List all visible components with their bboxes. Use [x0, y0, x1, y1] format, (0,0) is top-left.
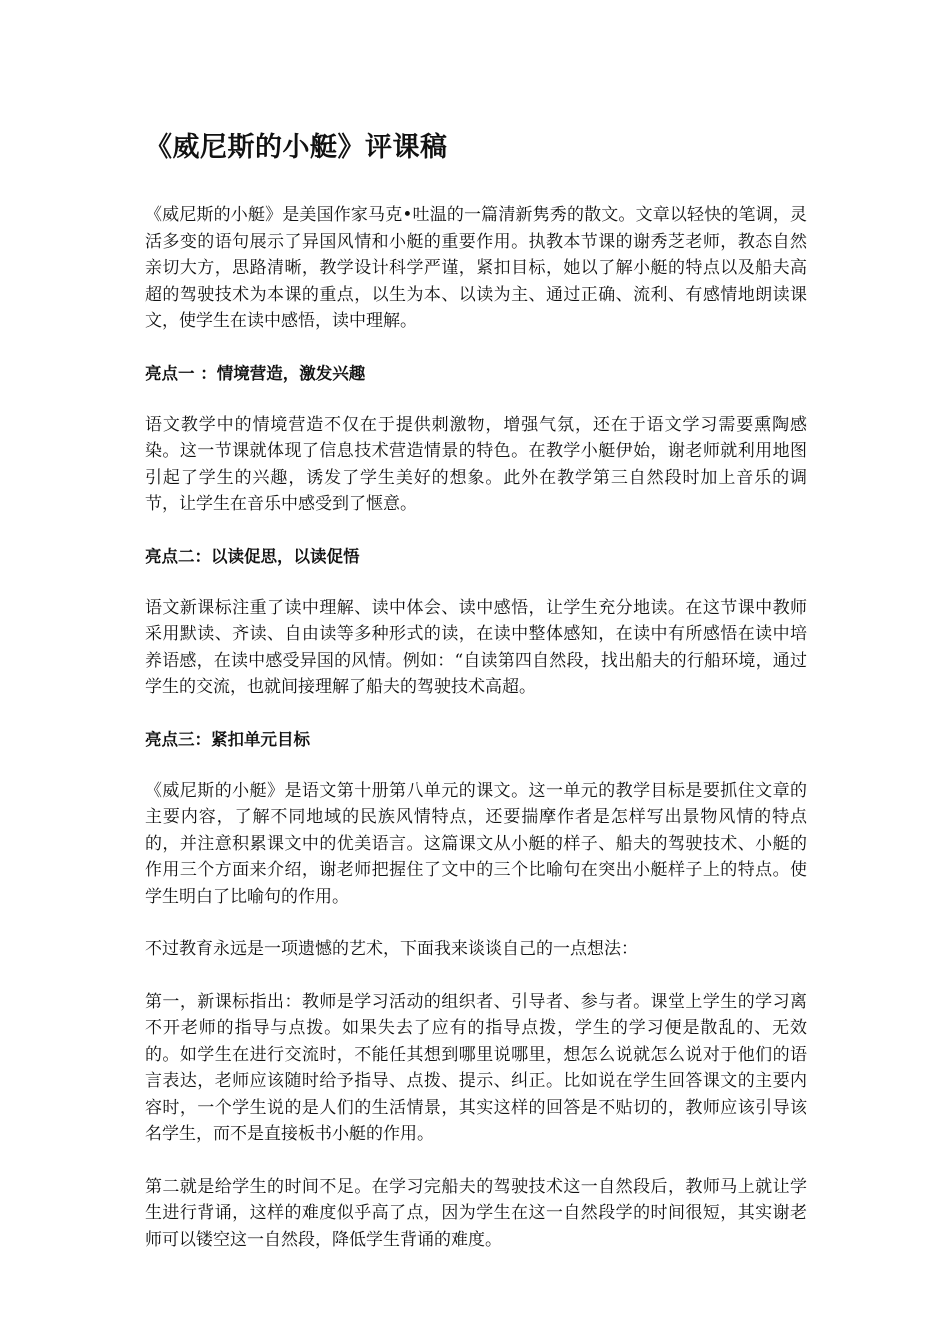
- section-heading-3: 亮点三：紧扣单元目标: [145, 729, 310, 749]
- section-body-3: 《威尼斯的小艇》是语文第十册第八单元的课文。这一单元的教学目标是要抓住文章的主要内容，了解不同地域的民族风情特点，还要揣摩作者是怎样写出景物风情的特点的，并注意积累课文中的优美语言。这篇课文从小艇的样子、船夫的驾驶技术、小艇的作用三个方面来介绍，谢老师把握住了文中的三个比喻句在突出小艇样子上的特点。使学生明白了比喻句的作用。: [145, 780, 807, 907]
- intro-paragraph: 《威尼斯的小艇》是美国作家马克•吐温的一篇清新隽秀的散文。文章以轻快的笔调，灵活多变的语句展示了异国风情和小艇的重要作用。执教本节课的谢秀芝老师，教态自然亲切大方，思路清晰，教学设计科学严谨，紧扣目标，她以了解小艇的特点以及船夫高超的驾驶技术为本课的重点，以生为本、以读为主、通过正确、流利、有感情地朗读课文，使学生在读中感悟，读中理解。: [145, 205, 807, 331]
- section-heading-1: 亮点一 ：情境营造，激发兴趣: [145, 363, 366, 383]
- second-point-paragraph: 第二就是给学生的时间不足。在学习完船夫的驾驶技术这一自然段后，教师马上就让学生进行背诵，这样的难度似乎高了点，因为学生在这一自然段学的时间很短，其实谢老师可以镂空这一自然段，降低学生背诵的难度。: [145, 1176, 807, 1250]
- first-point-paragraph: 第一，新课标指出：教师是学习活动的组织者、引导者、参与者。课堂上学生的学习离不开老师的指导与点拨。如果失去了应有的指导点拨，学生的学习便是散乱的、无效的。如学生在进行交流时，不能任其想到哪里说哪里，想怎么说就怎么说对于他们的语言表达，老师应该随时给予指导、点拨、提示、纠正。比如说在学生回答课文的主要内容时，一个学生说的是人们的生活情景，其实这样的回答是不贴切的，教师应该引导该名学生，而不是直接板书小艇的作用。: [145, 991, 807, 1144]
- section-heading-2: 亮点二：以读促思，以读促悟: [145, 546, 360, 566]
- section-body-1: 语文教学中的情境营造不仅在于提供刺激物，增强气氛，还在于语文学习需要熏陶感染。这一节课就体现了信息技术营造情景的特色。在教学小艇伊始，谢老师就利用地图引起了学生的兴趣，诱发了学生美好的想象。此外在教学第三自然段时加上音乐的调节，让学生在音乐中感受到了惬意。: [145, 414, 807, 514]
- document-page: [145, 128, 807, 1279]
- section-body-2: 语文新课标注重了读中理解、读中体会、读中感悟，让学生充分地读。在这节课中教师采用默读、齐读、自由读等多种形式的读，在读中整体感知，在读中有所感悟在读中培养语感，在读中感受异国的风情。例如：“自读第四自然段，找出船夫的行船环境，通过学生的交流，也就间接理解了船夫的驾驶技术高超。: [145, 597, 807, 697]
- transition-paragraph: 不过教育永远是一项遗憾的艺术，下面我来谈谈自己的一点想法：: [145, 939, 638, 959]
- page-title: 《威尼斯的小艇》评课稿: [145, 132, 448, 163]
